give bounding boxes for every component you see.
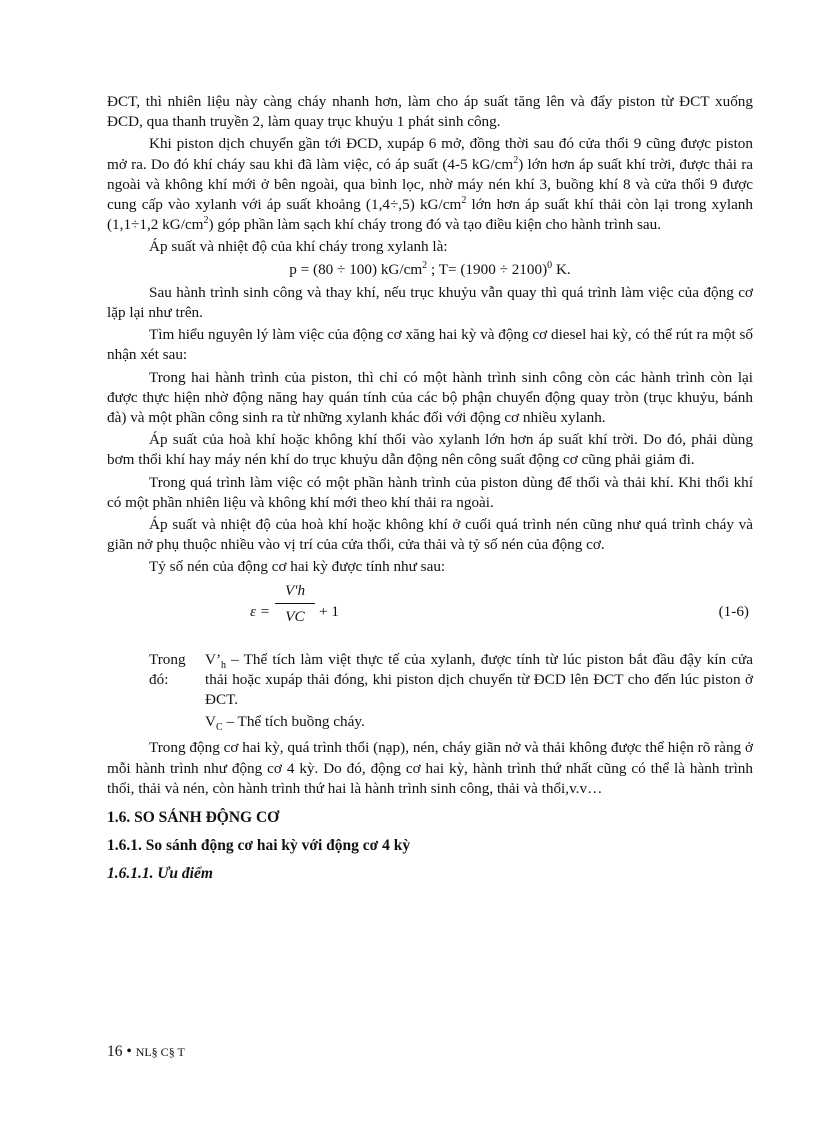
formula-numerator: V'h: [284, 581, 306, 599]
definitions: [107, 650, 753, 735]
formula-plus-one: + 1: [319, 602, 339, 620]
formula-fraction: [275, 580, 315, 628]
paragraph: Trong quá trình làm việc có một phần hành trình của piston dùng để thổi và thải khí. Khi thổi khí có một phần nhiên liệu và không khí mới theo khí thải ra ngoài.: [107, 473, 753, 511]
paragraph: Trong hai hành trình của piston, thì chỉ có một hành trình sinh công còn các hành trình còn lại được thực hiện nhờ động năng hay quán tính của các bộ phận chuyển động quay tròn (trục khuỷu, bánh đà) và một phần công sinh ra từ những xylanh khác đối với động cơ nhiều xylanh.: [107, 368, 753, 427]
paragraph: Khi piston dịch chuyển gần tới ĐCD, xupáp 6 mở, đồng thời sau đó cửa thổi 9 cũng được piston mở ra. Do đó khí cháy sau khi đã làm việc, có áp suất (4-5 $kG/cm^2$) lớn hơn áp suất khí trời, được thải ra ngoài và không khí mới ở bên ngoài, qua bình lọc, nhờ máy nén khí 3, buồng khí 8 và cửa thổi 9 được cung cấp vào xylanh với áp suất khoảng (1,4÷,5) $kG/cm^2$ lớn hơn áp suất khí thải còn lại trong xylanh (1,1÷1,2 $kG/cm^2$) góp phần làm sạch khí cháy trong đó và tạo điều kiện cho hành trình sau.: [107, 135, 754, 234]
subsubsection-heading: 1.6.1.1. Ưu điểm: [107, 865, 213, 883]
paragraph: Tỷ số nén của động cơ hai kỳ được tính như sau:: [149, 558, 446, 576]
page-number: 16: [107, 1043, 123, 1060]
equation-number: (1-6): [718, 602, 749, 620]
paragraph: Áp suất và nhiệt độ của khí cháy trong xylanh là:: [149, 238, 448, 256]
definitions-text: [205, 650, 753, 735]
paragraph: ĐCT, thì nhiên liệu này càng cháy nhanh hơn, làm cho áp suất tăng lên và đẩy piston từ ĐCT xuống ĐCD, qua thanh truyền 2, làm quay trục khuỷu 1 phát sinh công.: [107, 93, 753, 131]
fraction-bar: [275, 603, 315, 604]
definition-vc: $V_C$ – Thể tích buồng cháy.: [205, 713, 365, 734]
publisher-mark: NL§ C§ T: [135, 1045, 185, 1059]
equation-pressure-temperature: p = (80 ÷ 100) $kG/cm^2$ ; $T= (1900 \div 2100)^0$ K.: [289, 259, 571, 278]
page-footer: [107, 1043, 185, 1061]
section-heading: 1.6. SO SÁNH ĐỘNG CƠ: [107, 809, 280, 827]
paragraph: Sau hành trình sinh công và thay khí, nếu trục khuỷu vẫn quay thì quá trình làm việc của động cơ lặp lại như trên.: [107, 283, 753, 322]
definition-vh: $V’_h$ – Thể tích làm việt thực tế của xylanh, được tính từ lúc piston bắt đầu đậy kín cửa thải hoặc xupáp thải đóng, khi piston dịch chuyển từ ĐCD lên ĐCT cho đến lúc piston ở ĐCT.: [205, 650, 753, 709]
page-body: [107, 92, 753, 885]
paragraph: Tìm hiểu nguyên lý làm việc của động cơ xăng hai kỳ và động cơ diesel hai kỳ, có thể rút ra một số nhận xét sau:: [107, 326, 753, 364]
formula-denominator: VC: [285, 607, 305, 625]
definitions-label: Trong đó:: [149, 650, 186, 688]
footer-bullet: •: [126, 1043, 132, 1060]
compression-ratio-formula: [107, 580, 753, 646]
formula-epsilon: ε =: [250, 602, 271, 620]
subsection-heading: 1.6.1. So sánh động cơ hai kỳ với động cơ 4 kỳ: [107, 837, 411, 855]
paragraph: Trong động cơ hai kỳ, quá trình thổi (nạp), nén, cháy giãn nở và thải không được thể hiện rõ ràng ở mỗi hành trình như động cơ 4 kỳ. Do đó, động cơ hai kỳ, hành trình thứ nhất cũng có thể là hành trình thổi, thải và nén, còn hành trình thứ hai là hành trình sinh công, thải và thổi,v.v…: [107, 739, 753, 797]
paragraph: Áp suất và nhiệt độ của hoà khí hoặc không khí ở cuối quá trình nén cũng như quá trình cháy và giãn nở phụ thuộc nhiều vào vị trí của cửa thổi, cửa thải và tỷ số nén của động cơ.: [107, 516, 753, 554]
paragraph: Áp suất của hoà khí hoặc không khí thổi vào xylanh lớn hơn áp suất khí trời. Do đó, phải dùng bơm thổi khí hay máy nén khí do trục khuỷu dẫn động nên công suất động cơ cũng phải giảm đi.: [107, 431, 753, 469]
